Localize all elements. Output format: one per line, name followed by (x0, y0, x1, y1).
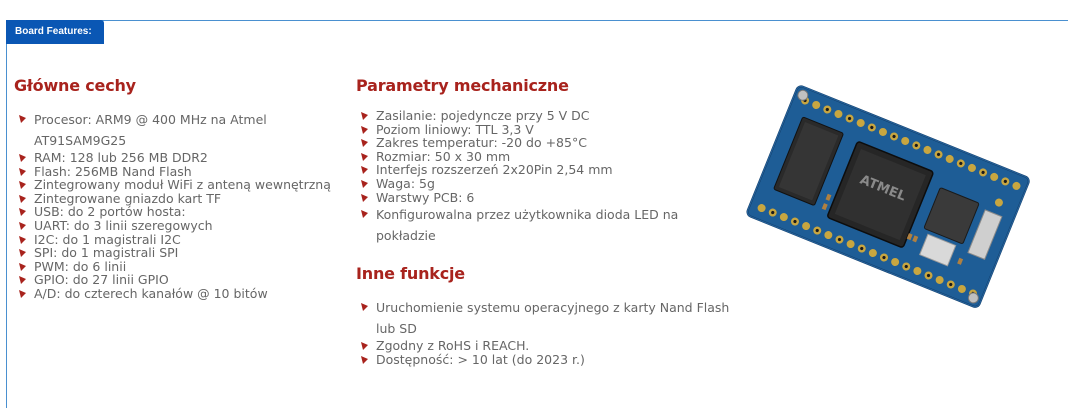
list-item-text: Dostępność: > 10 lat (do 2023 r.) (376, 351, 585, 367)
list-item (356, 204, 726, 246)
list-item-text: Uruchomienie systemu operacyjnego z karty Nand Flash lub SD (376, 300, 730, 337)
list-item (356, 353, 756, 367)
list-item-text: Konfigurowalna przez użytkownika dioda LED na pokładzie (376, 207, 679, 244)
list-item-text: RAM: 128 lub 256 MB DDR2 (34, 150, 208, 165)
other-features-list (356, 297, 756, 366)
list-item (14, 287, 334, 301)
list-item-text: Procesor: ARM9 @ 400 MHz na Atmel AT91SAM9G25 (34, 112, 267, 148)
list-item-text: USB: do 2 portów hosta: (34, 204, 186, 220)
list-item-text: UART: do 3 linii szeregowych (34, 217, 213, 233)
list-item (14, 205, 334, 219)
list-item (356, 123, 756, 137)
bullet-icon (361, 356, 368, 364)
bullet-icon (361, 139, 368, 147)
list-item (14, 273, 334, 287)
list-item (356, 191, 756, 205)
list-item (14, 233, 334, 247)
bullet-icon (361, 180, 368, 188)
bullet-icon (19, 276, 26, 284)
bullet-icon (19, 168, 26, 176)
list-item (356, 339, 756, 353)
list-item (14, 219, 334, 233)
list-item (14, 178, 334, 192)
list-item (14, 246, 334, 260)
list-item (356, 109, 756, 123)
list-item-text: Warstwy PCB: 6 (376, 189, 475, 205)
bullet-icon (19, 290, 26, 298)
list-item (14, 192, 334, 206)
bullet-icon (19, 236, 26, 244)
bullet-icon (361, 303, 368, 311)
mechanical-section (356, 76, 756, 366)
bullet-icon (19, 208, 26, 216)
list-item (14, 260, 334, 274)
list-item (14, 165, 334, 179)
mechanical-title: Parametry mechaniczne (356, 76, 569, 95)
list-item (356, 297, 751, 339)
list-item (356, 163, 756, 177)
bullet-icon (361, 126, 368, 134)
list-item (356, 136, 756, 150)
list-item-text: SPI: do 1 magistrali SPI (34, 245, 179, 261)
bullet-icon (361, 210, 368, 218)
main-features-section (14, 76, 334, 301)
other-features-title: Inne funkcje (356, 264, 465, 284)
main-features-list (14, 109, 334, 301)
bullet-icon (361, 112, 368, 120)
bullet-icon (361, 194, 368, 202)
board-features-tab[interactable]: Board Features: (6, 20, 104, 44)
bullet-icon (19, 154, 26, 162)
bullet-icon (361, 166, 368, 174)
list-item (356, 150, 756, 164)
other-features-section (356, 264, 756, 366)
list-item-text: Waga: 5g (376, 175, 435, 191)
list-item-text: A/D: do czterech kanałów @ 10 bitów (34, 285, 268, 301)
list-item-text: PWM: do 6 linii (34, 258, 127, 274)
list-item (14, 151, 334, 165)
bullet-icon (19, 115, 26, 123)
list-item-text: Zintegrowane gniazdo kart TF (34, 190, 222, 206)
list-item (356, 177, 756, 191)
list-item-text: Flash: 256MB Nand Flash (34, 163, 192, 179)
bullet-icon (19, 263, 26, 271)
bullet-icon (361, 153, 368, 161)
list-item-text: Zgodny z RoHS i REACH. (376, 338, 530, 354)
chip-brand-label: ATMEL (857, 172, 908, 205)
list-item-text: Rozmiar: 50 x 30 mm (376, 148, 511, 164)
bullet-icon (19, 195, 26, 203)
bullet-icon (361, 342, 368, 350)
list-item-text: Interfejs rozszerzeń 2x20Pin 2,54 mm (376, 162, 613, 178)
bullet-icon (19, 249, 26, 257)
list-item-text: Zintegrowany moduł WiFi z anteną wewnętrzną (34, 177, 331, 193)
board-product-image (742, 76, 1032, 312)
list-item-text: Zakres temperatur: -20 do +85°C (376, 135, 587, 151)
bullet-icon (19, 222, 26, 230)
list-item-text: Zasilanie: pojedyncze przy 5 V DC (376, 108, 590, 123)
list-item-text: Poziom liniowy: TTL 3,3 V (376, 121, 534, 137)
bullet-icon (19, 181, 26, 189)
mechanical-list (356, 109, 756, 246)
main-features-title: Główne cechy (14, 76, 136, 95)
list-item-text: GPIO: do 27 linii GPIO (34, 272, 169, 288)
list-item-text: I2C: do 1 magistrali I2C (34, 231, 181, 247)
list-item (14, 109, 304, 151)
